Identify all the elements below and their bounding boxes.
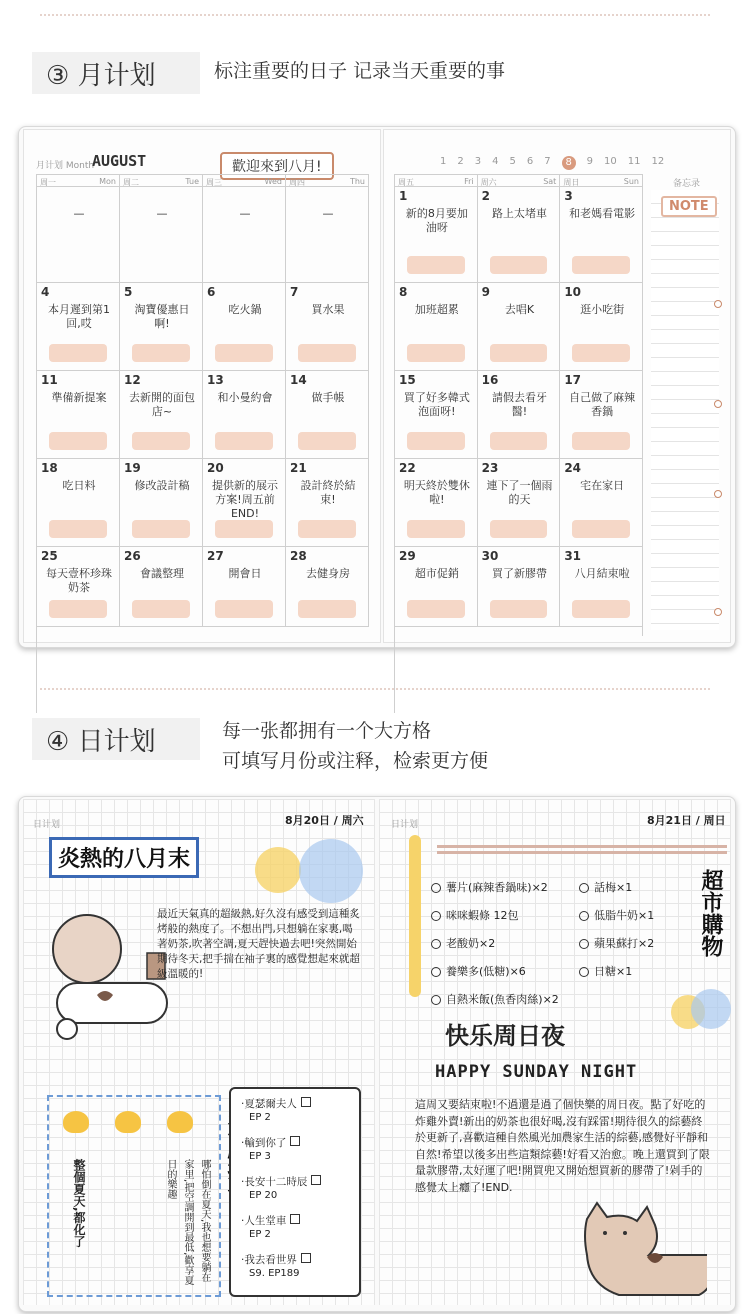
- day-number: 25: [41, 549, 58, 563]
- day-number: 12: [124, 373, 141, 387]
- day-number: 16: [481, 373, 499, 387]
- shopping-item[interactable]: [579, 963, 632, 979]
- doodle-deco: [298, 600, 356, 618]
- doodle-deco: [132, 432, 190, 450]
- weekday-cn: 周六: [480, 178, 497, 187]
- shopping-item[interactable]: [579, 879, 632, 895]
- doodle-deco: [572, 256, 630, 274]
- calendar-day-cell[interactable]: [395, 547, 478, 627]
- drama-title-text: ·夏瑟爾夫人: [241, 1098, 297, 1110]
- flower-deco: [63, 1111, 89, 1133]
- day-note: 去唱K: [504, 303, 535, 316]
- flower-deco: [167, 1111, 193, 1133]
- day-number: 9: [481, 285, 491, 299]
- calendar-day-cell[interactable]: [120, 547, 203, 627]
- drama-title: [241, 1097, 351, 1111]
- weekday-header: [286, 175, 369, 187]
- day-number: 6: [207, 285, 216, 299]
- day-note: 本月遲到第1回,哎: [48, 303, 110, 330]
- calendar-day-cell[interactable]: [120, 371, 203, 459]
- shopping-item-text: 蘋果蘇打×2: [594, 937, 655, 950]
- day-note: 開會日: [228, 567, 262, 580]
- checkbox-icon[interactable]: [290, 1214, 300, 1224]
- doodle-deco: [407, 256, 465, 274]
- day-number: 28: [290, 549, 307, 563]
- weekday-header: [478, 175, 561, 187]
- month-grid-left: [36, 174, 369, 713]
- drama-title: [241, 1136, 351, 1150]
- day-number: 10: [564, 285, 582, 299]
- doodle-deco: [298, 432, 356, 450]
- doodle-deco: [298, 520, 356, 538]
- shopping-item-text: 老酸奶×2: [446, 937, 496, 950]
- doodle-deco: [298, 344, 356, 362]
- month-tab[interactable]: 12: [651, 156, 665, 167]
- day-number: 4: [41, 285, 50, 299]
- weekday-en: Sat: [543, 177, 557, 186]
- calendar-day-cell[interactable]: [120, 283, 203, 371]
- summer-box: [47, 1095, 221, 1297]
- month-tab[interactable]: 1: [440, 156, 447, 167]
- drama-title-text: ·長安十二時辰: [241, 1176, 308, 1188]
- shopping-item[interactable]: [579, 907, 654, 923]
- weekday-cn: 周三: [206, 178, 222, 187]
- month-left-page: [23, 129, 381, 643]
- calendar-day-cell[interactable]: [286, 371, 369, 459]
- doodle-deco: [215, 344, 273, 362]
- calendar-day-cell[interactable]: [286, 459, 369, 547]
- doodle-deco: [49, 344, 107, 362]
- day-note: 路上太堵車: [491, 207, 547, 220]
- day-note: 超市促銷: [414, 567, 459, 580]
- doodle-deco: [407, 432, 465, 450]
- day-note: 提供新的展示方案!周五前END!: [212, 479, 278, 520]
- day-note: 設計終於結束!: [300, 479, 356, 506]
- day-right-page: [379, 799, 731, 1305]
- day-number: 3: [564, 189, 573, 203]
- ring-hole: [714, 490, 722, 498]
- drama-title: [241, 1214, 351, 1228]
- day-number: 13: [207, 373, 224, 387]
- section3-title: ③ 月计划: [32, 52, 200, 94]
- middle-divider: [40, 688, 710, 690]
- weekday-cn: 周四: [289, 178, 305, 187]
- weekday-header: [395, 175, 478, 187]
- calendar-day-cell[interactable]: [37, 547, 120, 627]
- day-note: 做手帳: [311, 391, 345, 404]
- calendar-day-cell[interactable]: [286, 283, 369, 371]
- day-note: 買了新膠帶: [491, 567, 547, 580]
- day-note: 準備新提案: [51, 391, 107, 404]
- day-note: 修改設計稿: [134, 479, 190, 492]
- shopping-item-text: 薯片(麻辣香鍋味)×2: [446, 881, 548, 894]
- month-tab[interactable]: 11: [627, 156, 641, 167]
- drama-checklist: [229, 1087, 361, 1297]
- month-label: 月计划 Month: [36, 161, 95, 171]
- month-tab[interactable]: 8: [562, 156, 576, 170]
- doodle-deco: [132, 600, 190, 618]
- day-number: 31: [564, 549, 582, 563]
- calendar-day-cell[interactable]: [560, 371, 643, 459]
- bullet-circle-icon: [579, 967, 589, 977]
- calendar-day-cell[interactable]: [37, 283, 120, 371]
- doodle-deco: [215, 520, 273, 538]
- month-tab[interactable]: 6: [526, 156, 534, 167]
- drama-item: [241, 1253, 351, 1280]
- calendar-day-cell[interactable]: [560, 187, 643, 283]
- calendar-day-cell[interactable]: [478, 283, 561, 371]
- month-banner: 歡迎來到八月!: [220, 152, 334, 180]
- drama-item: [241, 1175, 351, 1202]
- day-number: 24: [564, 461, 582, 475]
- doodle-deco: [49, 432, 107, 450]
- month-tab[interactable]: 4: [492, 156, 499, 167]
- shopping-item[interactable]: [579, 935, 654, 951]
- doodle-deco: [490, 344, 548, 362]
- day-note: —: [322, 207, 334, 220]
- doodle-deco: [132, 344, 190, 362]
- bullet-circle-icon: [431, 911, 441, 921]
- drama-episode: S9. EP189: [249, 1268, 300, 1279]
- day-note: 吃日料: [62, 479, 96, 492]
- doodle-deco: [407, 344, 465, 362]
- doodle-deco: [132, 520, 190, 538]
- day-note: 自己做了麻辣香鍋: [569, 391, 636, 418]
- calendar-day-cell[interactable]: [395, 187, 478, 283]
- day-number: 20: [207, 461, 224, 475]
- blue-circle-deco: [299, 839, 363, 903]
- calendar-day-cell[interactable]: [286, 547, 369, 627]
- day-number: 2: [481, 189, 491, 203]
- day-number: 18: [41, 461, 58, 475]
- month-tab[interactable]: 5: [509, 156, 516, 167]
- day-note: —: [239, 207, 251, 220]
- day-note: 去新開的面包店~: [129, 391, 195, 418]
- checkbox-icon[interactable]: [301, 1097, 311, 1107]
- day-number: 14: [290, 373, 307, 387]
- shopping-item-text: 話梅×1: [594, 881, 633, 894]
- day-number: 1: [399, 189, 408, 203]
- day-number: 27: [207, 549, 224, 563]
- day-note: 去健身房: [306, 567, 350, 580]
- day-planner: [18, 796, 736, 1312]
- day-note: 宅在家日: [580, 479, 625, 492]
- section4-description-2: 可填写月份或注释，检索更方便: [222, 750, 489, 772]
- calendar-day-cell[interactable]: [478, 187, 561, 283]
- shopping-item[interactable]: [431, 963, 526, 979]
- drama-episode: EP 2: [249, 1229, 271, 1240]
- checkbox-icon[interactable]: [311, 1175, 321, 1185]
- checkbox-icon[interactable]: [301, 1253, 311, 1263]
- weekday-cn: 周一: [40, 178, 56, 187]
- calendar-day-cell[interactable]: [395, 283, 478, 371]
- summer-box-text: 整個夏天,都化了: [72, 1159, 86, 1248]
- day-right-label: 日计划: [391, 820, 419, 830]
- day-number: 8: [399, 285, 408, 299]
- note-ruled-area: [651, 190, 719, 630]
- day-note: 每天壹杯珍珠奶茶: [46, 567, 112, 594]
- doodle-deco: [407, 520, 465, 538]
- drama-item: [241, 1136, 351, 1163]
- calendar-day-cell[interactable]: [120, 459, 203, 547]
- day-left-body: 最近天氣真的超級熱,好久沒有感受到這種炙烤般的熱度了。不想出門,只想躺在家裏,喝著奶茶,吹著空調,夏天趕快過去吧!突然開始期待冬天,把手揣在袖子裏的感覺想起來就超級溫暖的!: [157, 908, 360, 980]
- calendar-day-cell[interactable]: [395, 371, 478, 459]
- shopping-item-text: 咪咪蝦條 12包: [446, 909, 519, 922]
- shopping-item[interactable]: [431, 879, 548, 895]
- day-right-date: 8月21日 / 周日: [647, 814, 726, 827]
- doodle-deco: [572, 432, 630, 450]
- section4-description-1: 每一张都拥有一个大方格: [222, 720, 432, 742]
- day-note: —: [156, 207, 168, 220]
- doodle-deco: [49, 600, 107, 618]
- section3-description: 标注重要的日子 记录当天重要的事: [214, 60, 506, 82]
- day-number: 15: [399, 373, 416, 387]
- day-note: 請假去看牙醫!: [491, 391, 547, 418]
- doodle-deco: [49, 520, 107, 538]
- doodle-deco: [572, 520, 630, 538]
- yellow-bar-deco: [409, 835, 421, 997]
- bullet-circle-icon: [431, 883, 441, 893]
- note-header: 备忘录: [673, 179, 701, 189]
- weekday-cn: 周二: [123, 178, 139, 187]
- weekday-en: Tue: [185, 177, 199, 186]
- bullet-circle-icon: [579, 939, 589, 949]
- calendar-day-cell[interactable]: [478, 371, 561, 459]
- day-note: 和老媽看電影: [569, 207, 636, 220]
- shopping-item-text: 自熱米飯(魚香肉絲)×2: [446, 993, 559, 1006]
- sunday-title-en: HAPPY SUNDAY NIGHT: [435, 1062, 638, 1082]
- day-left-page: [23, 799, 375, 1305]
- ring-hole: [714, 300, 722, 308]
- day-number: 17: [564, 373, 582, 387]
- drama-episode: EP 2: [249, 1112, 271, 1123]
- weekday-en: Mon: [99, 177, 116, 186]
- chain-deco: [437, 845, 727, 854]
- drama-title-text: ·我去看世界: [241, 1254, 297, 1266]
- shopping-item[interactable]: [431, 907, 519, 923]
- month-name: AUGUST: [92, 152, 147, 170]
- month-tab[interactable]: 9: [586, 156, 593, 167]
- day-number: 30: [481, 549, 499, 563]
- day-note: 連下了一個雨的天: [486, 479, 553, 506]
- day-note: 逛小吃街: [580, 303, 625, 316]
- day-left-label: 日计划: [33, 820, 61, 830]
- drama-episode: EP 20: [249, 1190, 278, 1201]
- calendar-day-cell[interactable]: [37, 371, 120, 459]
- calendar-day-cell[interactable]: [203, 459, 286, 547]
- month-tab[interactable]: 2: [457, 156, 464, 167]
- day-number: 29: [399, 549, 416, 563]
- drama-item: [241, 1214, 351, 1241]
- doodle-deco: [490, 432, 548, 450]
- month-selector: [440, 156, 664, 170]
- doodle-deco: [215, 432, 273, 450]
- calendar-day-cell[interactable]: [37, 459, 120, 547]
- flower-deco: [115, 1111, 141, 1133]
- note-column: [642, 174, 723, 636]
- calendar-day-cell[interactable]: [203, 547, 286, 627]
- day-note: 吃火鍋: [228, 303, 262, 316]
- section4-title: ④ 日计划: [32, 718, 200, 760]
- weekday-cn: 周日: [563, 178, 580, 187]
- day-note: 會議整理: [140, 567, 184, 580]
- sunday-title-cn: 快乐周日夜: [445, 1022, 565, 1050]
- drama-title-text: ·輸到你了: [241, 1137, 287, 1149]
- day-left-title: 炎熱的八月末: [49, 837, 199, 878]
- shopping-item-text: 養樂多(低糖)×6: [446, 965, 526, 978]
- day-number: 26: [124, 549, 141, 563]
- drama-title-text: ·人生堂車: [241, 1215, 287, 1227]
- summer-box-text-2: 哪怕倒在夏天,我也想要躺在家里,把空調開到最低,歡享夏日的樂趣: [165, 1159, 210, 1286]
- calendar-day-cell[interactable]: [203, 283, 286, 371]
- calendar-day-cell[interactable]: [478, 459, 561, 547]
- checkbox-icon[interactable]: [290, 1136, 300, 1146]
- month-tab[interactable]: 3: [474, 156, 482, 167]
- month-planner: [18, 126, 736, 648]
- bullet-circle-icon: [431, 995, 441, 1005]
- weekday-en: Thu: [349, 177, 365, 186]
- day-left-date: 8月20日 / 周六: [285, 814, 364, 827]
- calendar-day-cell[interactable]: [395, 459, 478, 547]
- calendar-day-cell[interactable]: [478, 547, 561, 627]
- drama-episode: EP 3: [249, 1151, 271, 1162]
- doodle-deco: [490, 256, 548, 274]
- note-tag: NOTE: [661, 196, 717, 217]
- doodle-deco: [572, 600, 630, 618]
- doodle-deco: [407, 600, 465, 618]
- weekday-header: [203, 175, 286, 187]
- shopping-title: 超市購物: [698, 869, 723, 957]
- day-number: 5: [124, 285, 133, 299]
- ring-hole: [714, 608, 722, 616]
- calendar-day-cell[interactable]: [560, 283, 643, 371]
- calendar-day-cell[interactable]: [37, 187, 120, 283]
- drama-title: [241, 1253, 351, 1267]
- shopping-item[interactable]: [431, 935, 495, 951]
- weekday-en: Fri: [464, 177, 474, 186]
- day-note: 八月結束啦: [574, 567, 630, 580]
- day-note: 明天終於雙休啦!: [403, 479, 470, 506]
- doodle-deco: [490, 600, 548, 618]
- day-note: 買水果: [311, 303, 345, 316]
- yellow-circle-deco: [255, 847, 301, 893]
- month-tab[interactable]: 7: [544, 156, 551, 167]
- month-right-page: [383, 129, 731, 643]
- bullet-circle-icon: [579, 883, 589, 893]
- calendar-day-cell[interactable]: [203, 187, 286, 283]
- day-number: 22: [399, 461, 416, 475]
- bullet-circle-icon: [431, 967, 441, 977]
- day-number: 19: [124, 461, 141, 475]
- drama-item: [241, 1097, 351, 1124]
- weekday-header: [37, 175, 120, 187]
- shopping-item[interactable]: [431, 991, 559, 1007]
- ring-hole: [714, 400, 722, 408]
- calendar-day-cell[interactable]: [286, 187, 369, 283]
- weekday-en: Sun: [623, 177, 639, 186]
- cat-illustration: [577, 1199, 707, 1299]
- top-divider: [40, 14, 710, 16]
- doodle-deco: [572, 344, 630, 362]
- calendar-day-cell[interactable]: [560, 459, 643, 547]
- day-note: 新的8月要加油呀: [405, 207, 468, 234]
- day-note: 和小曼約會: [217, 391, 273, 404]
- month-grid-right: [394, 174, 643, 713]
- weekday-cn: 周五: [398, 178, 414, 187]
- day-note: 淘寶優惠日啊!: [134, 303, 190, 330]
- weekday-en: Wed: [264, 177, 282, 186]
- day-number: 11: [41, 373, 58, 387]
- drama-title: [241, 1175, 351, 1189]
- shopping-item-text: 日糖×1: [594, 965, 633, 978]
- doodle-deco: [215, 600, 273, 618]
- calendar-day-cell[interactable]: [560, 547, 643, 627]
- day-number: 21: [290, 461, 307, 475]
- doodle-deco: [490, 520, 548, 538]
- bullet-circle-icon: [431, 939, 441, 949]
- weekday-header: [560, 175, 643, 187]
- month-tab[interactable]: 10: [604, 156, 617, 167]
- day-note: 加班超累: [414, 303, 459, 316]
- day-note: —: [73, 207, 85, 220]
- day-number: 23: [481, 461, 499, 475]
- day-note: 買了好多韓式泡面呀!: [403, 391, 470, 418]
- calendar-day-cell[interactable]: [120, 187, 203, 283]
- sunday-body: 這周又要結束啦!不過還是過了個快樂的周日夜。點了好吃的炸雞外賣!新出的奶茶也很好喝,沒有踩雷!期待很久的綜藝終於更新了,喜歡這種自然風光加農家生活的綜藝,感覺好平靜和自然!希望以後多出些這類綜藝!好看又治愈。晚上還買到了限量款膠帶,太好運了吧!開買兜又開始想買新的膠帶了!剁手的感覺太上癮了!END.: [415, 1098, 710, 1194]
- day-number: 7: [290, 285, 299, 299]
- bullet-circle-icon: [579, 911, 589, 921]
- calendar-day-cell[interactable]: [203, 371, 286, 459]
- blue-circle-deco: [691, 989, 731, 1029]
- shopping-item-text: 低脂牛奶×1: [594, 909, 655, 922]
- weekday-header: [120, 175, 203, 187]
